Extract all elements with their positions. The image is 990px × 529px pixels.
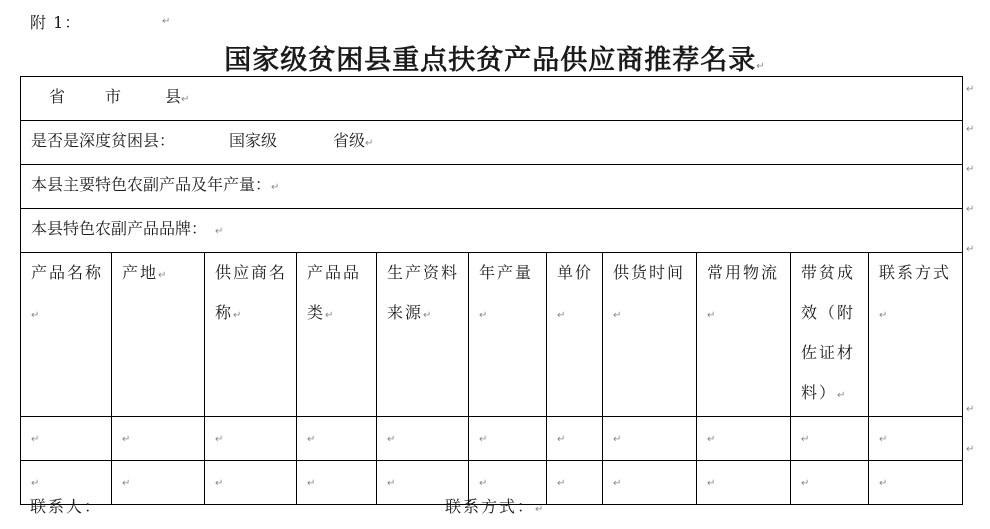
table-cell[interactable]: ↵ — [377, 461, 469, 505]
table-cell[interactable]: ↵ — [547, 417, 603, 461]
poverty-row[interactable] — [21, 121, 963, 165]
table-cell[interactable]: ↵ — [21, 461, 112, 505]
table-cell[interactable]: ↵ — [112, 417, 205, 461]
poverty-label: 是否是深度贫困县： — [31, 131, 176, 150]
document-title — [0, 38, 990, 77]
paragraph-mark-icon: ↵ — [215, 226, 224, 237]
table-cell[interactable]: ↵ — [791, 461, 869, 505]
table-cell[interactable]: ↵ — [377, 417, 469, 461]
column-header-unit-price: 单价↵ — [547, 253, 603, 417]
county-label: 县 — [165, 87, 182, 106]
table-cell[interactable]: ↵ — [297, 417, 377, 461]
table-cell[interactable]: ↵ — [547, 461, 603, 505]
paragraph-mark-icon: ↵ — [966, 444, 975, 455]
table-cell[interactable]: ↵ — [791, 417, 869, 461]
supplier-table — [20, 76, 963, 505]
document-title-text: 国家级贫困县重点扶贫产品供应商推荐名录 — [224, 45, 757, 76]
table-row — [21, 417, 963, 461]
column-header-logistics: 常用物流↵ — [697, 253, 791, 417]
province-label: 省 — [49, 87, 66, 106]
paragraph-mark-icon: ↵ — [181, 94, 190, 105]
column-header-contact: 联系方式↵ — [869, 253, 963, 417]
contact-method-field — [445, 494, 545, 517]
brand-label: 本县特色农副产品品牌： — [31, 219, 208, 238]
paragraph-mark-icon: ↵ — [966, 404, 975, 415]
table-cell[interactable]: ↵ — [21, 417, 112, 461]
column-header-supply-time: 供货时间↵ — [603, 253, 697, 417]
table-cell[interactable]: ↵ — [697, 417, 791, 461]
option-provincial: 省级 — [333, 131, 366, 150]
brand-row[interactable] — [21, 209, 963, 253]
contact-method-label: 联系方式： — [445, 497, 536, 516]
table-cell[interactable]: ↵ — [603, 461, 697, 505]
paragraph-mark-icon: ↵ — [162, 16, 172, 27]
column-header-supplier-name: 供应商名称↵ — [205, 253, 297, 417]
paragraph-mark-icon: ↵ — [966, 124, 975, 135]
table-cell[interactable]: ↵ — [205, 417, 297, 461]
paragraph-mark-icon: ↵ — [966, 204, 975, 215]
appendix-text: 附 1： — [30, 13, 82, 32]
city-label: 市 — [105, 87, 122, 106]
table-cell[interactable]: ↵ — [869, 461, 963, 505]
column-header-product-name: 产品名称↵ — [21, 253, 112, 417]
products-row[interactable] — [21, 165, 963, 209]
table-cell[interactable]: ↵ — [697, 461, 791, 505]
table-cell[interactable]: ↵ — [297, 461, 377, 505]
paragraph-mark-icon: ↵ — [365, 138, 374, 149]
appendix-label — [30, 10, 172, 33]
paragraph-mark-icon: ↵ — [966, 84, 975, 95]
column-header-material-source: 生产资料来源↵ — [377, 253, 469, 417]
column-header-poverty-effect: 带贫成效（附佐证材料）↵ — [791, 253, 869, 417]
paragraph-mark-icon: ↵ — [966, 244, 975, 255]
column-header-annual-output: 年产量↵ — [469, 253, 547, 417]
table-cell[interactable]: ↵ — [469, 417, 547, 461]
products-label: 本县主要特色农副产品及年产量： — [31, 175, 272, 194]
table-cell[interactable]: ↵ — [603, 417, 697, 461]
table-cell[interactable]: ↵ — [205, 461, 297, 505]
paragraph-mark-icon: ↵ — [966, 164, 975, 175]
table-cell[interactable]: ↵ — [469, 461, 547, 505]
option-national: 国家级 — [229, 131, 278, 150]
location-row[interactable] — [21, 77, 963, 121]
column-header-origin: 产地↵ — [112, 253, 205, 417]
table-cell[interactable]: ↵ — [869, 417, 963, 461]
table-cell[interactable]: ↵ — [112, 461, 205, 505]
column-header-category: 产品品类↵ — [297, 253, 377, 417]
paragraph-mark-icon: ↵ — [756, 61, 766, 72]
contact-person-label: 联系人： — [30, 497, 103, 516]
paragraph-mark-icon: ↵ — [535, 504, 546, 515]
paragraph-mark-icon: ↵ — [271, 182, 280, 193]
